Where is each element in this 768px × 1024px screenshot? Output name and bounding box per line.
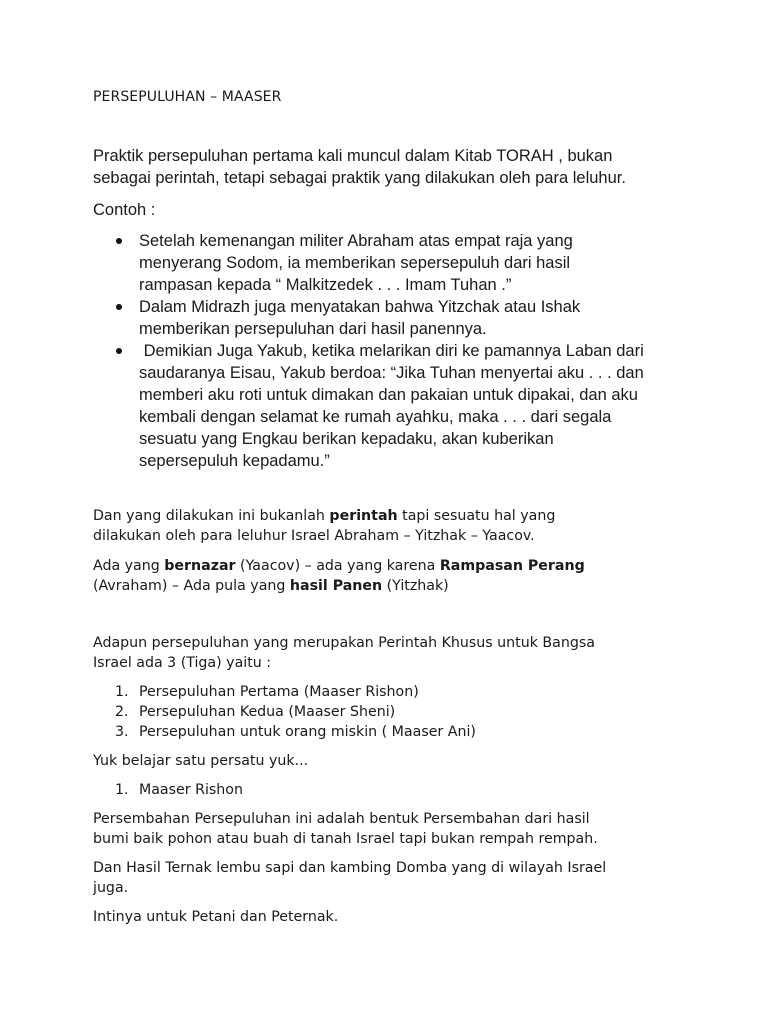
ternak-line-2: juga.	[93, 880, 129, 896]
bernazar-paragraph	[93, 556, 733, 596]
list-item	[93, 780, 693, 800]
example-3-line-4: kembali dengan selamat ke rumah ayahku, maka . . . dari segala	[139, 408, 612, 426]
perintah-text-after: tapi sesuatu hal yang	[397, 508, 556, 524]
intinya-paragraph	[93, 907, 693, 927]
bernazar-bold-2: Rampasan Perang	[439, 558, 585, 574]
bernazar-text-1: Ada yang	[93, 558, 165, 574]
ternak-paragraph	[93, 858, 743, 898]
intro-text: Praktik persepuluhan pertama kali muncul dalam Kitab TORAH , bukan sebagai perintah, tetapi sebagai praktik yang dilakukan oleh para leluhur.	[93, 147, 626, 187]
yuk-text: Yuk belajar satu persatu yuk...	[93, 753, 309, 769]
contoh-label-block	[93, 199, 693, 221]
perintah-text-before: Dan yang dilakukan ini bukanlah	[93, 508, 330, 524]
example-3-line-5: sesuatu yang Engkau berikan kepadaku, akan kuberikan	[139, 430, 554, 448]
persembahan-line-1: Persembahan Persepuluhan ini adalah bentuk Persembahan dari hasil	[93, 811, 590, 827]
example-3-line-1: Demikian Juga Yakub, ketika melarikan diri ke pamannya Laban dari	[139, 342, 644, 360]
bernazar-line-1	[93, 556, 733, 576]
example-3-line-2: saudaranya Eisau, Yakub berdoa: “Jika Tuhan menyertai aku . . . dan	[139, 364, 644, 382]
intro-paragraph	[93, 145, 693, 189]
types-list-block	[93, 682, 713, 742]
section-list	[93, 780, 693, 800]
example-1-line-3: rampasan kepada “ Malkitzedek . . . Imam Tuhan .”	[139, 276, 512, 294]
persembahan-paragraph	[93, 809, 743, 849]
list-number: 3.	[115, 724, 129, 740]
type-2-label: Persepuluhan Kedua (Maaser Sheni)	[139, 704, 396, 720]
khusus-line-2: Israel ada 3 (Tiga) yaitu :	[93, 655, 272, 671]
type-3-label: Persepuluhan untuk orang miskin ( Maaser Ani)	[139, 724, 476, 740]
example-1-line-1: Setelah kemenangan militer Abraham atas empat raja yang	[139, 232, 573, 250]
document-title: PERSEPULUHAN – MAASER	[93, 89, 282, 105]
perintah-line-1	[93, 506, 733, 526]
perintah-paragraph	[93, 506, 733, 546]
examples-list-block	[93, 230, 713, 472]
example-1-line-2: menyerang Sodom, ia memberikan sepersepuluh dari hasil	[139, 254, 571, 272]
bullet-icon	[116, 238, 122, 244]
perintah-bold: perintah	[329, 508, 398, 524]
example-3-line-6: sepersepuluh kepadamu.”	[139, 452, 330, 470]
bernazar-bold-1: bernazar	[164, 558, 236, 574]
perintah-khusus-paragraph	[93, 633, 733, 673]
list-item	[93, 722, 713, 742]
yuk-paragraph	[93, 751, 693, 771]
bernazar-text-3: (Avraham) – Ada pula yang	[93, 578, 290, 594]
khusus-line-1: Adapun persepuluhan yang merupakan Perintah Khusus untuk Bangsa	[93, 635, 595, 651]
list-number: 1.	[115, 684, 129, 700]
bernazar-text-4: (Yitzhak)	[382, 578, 449, 594]
section-1-label: Maaser Rishon	[139, 782, 243, 798]
intinya-text: Intinya untuk Petani dan Peternak.	[93, 909, 339, 925]
bullet-icon	[116, 304, 122, 310]
bullet-icon	[116, 348, 122, 354]
example-2-line-2: memberikan persepuluhan dari hasil panennya.	[139, 320, 487, 338]
types-list	[93, 682, 713, 742]
bernazar-text-2: (Yaacov) – ada yang karena	[235, 558, 440, 574]
contoh-label: Contoh :	[93, 201, 156, 219]
example-2-line-1: Dalam Midrazh juga menyatakan bahwa Yitzchak atau Ishak	[139, 298, 581, 316]
section-1-heading-block	[93, 780, 693, 800]
ternak-line-1: Dan Hasil Ternak lembu sapi dan kambing Domba yang di wilayah Israel	[93, 860, 607, 876]
examples-list	[93, 230, 713, 472]
perintah-line-2: dilakukan oleh para leluhur Israel Abraham – Yitzhak – Yaacov.	[93, 528, 535, 544]
type-1-label: Persepuluhan Pertama (Maaser Rishon)	[139, 684, 419, 700]
bernazar-bold-3: hasil Panen	[289, 578, 383, 594]
bernazar-line-2	[93, 576, 733, 596]
list-item	[93, 682, 713, 702]
list-number: 2.	[115, 704, 129, 720]
example-3-line-3: memberi aku roti untuk dimakan dan pakaian untuk dipakai, dan aku	[139, 386, 638, 404]
list-item	[93, 296, 713, 340]
list-item	[93, 702, 713, 722]
list-item	[93, 340, 713, 472]
list-number: 1.	[115, 782, 129, 798]
list-item	[93, 230, 713, 296]
persembahan-line-2: bumi baik pohon atau buah di tanah Israel tapi bukan rempah rempah.	[93, 831, 598, 847]
